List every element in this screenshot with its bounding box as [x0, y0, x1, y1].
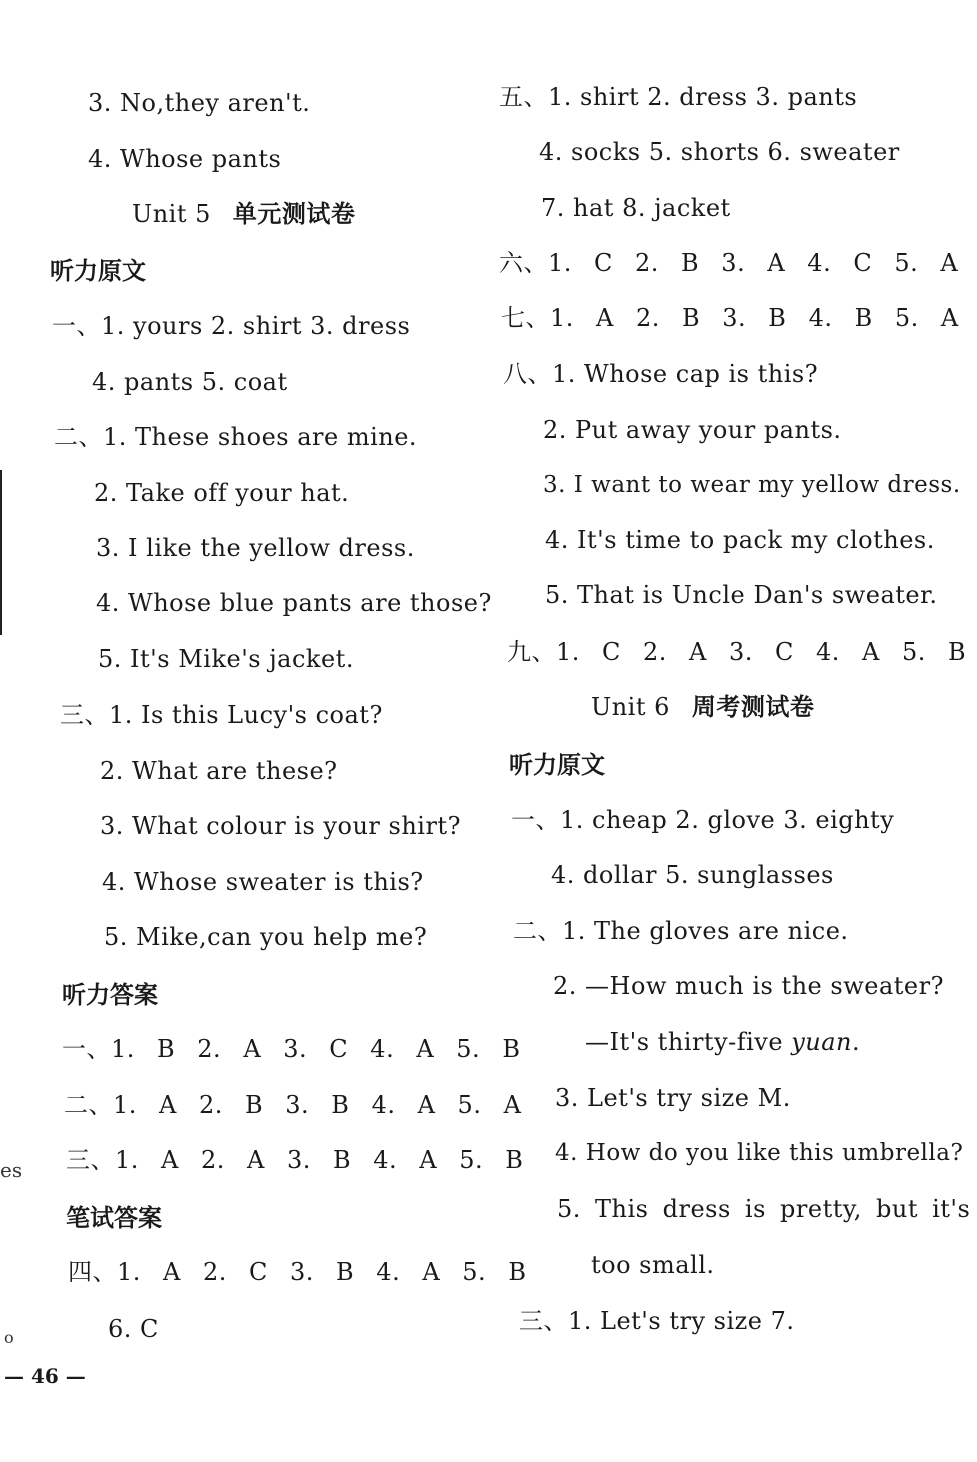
answer-line: 5. It's Mike's jacket. [98, 645, 354, 673]
answer-line: 5. This dress is pretty, but it's [557, 1195, 971, 1223]
answer-line: 4. dollar 5. sunglasses [551, 861, 834, 889]
answer-line: 3. No,they aren't. [88, 89, 311, 117]
answer-line: 5. That is Uncle Dan's sweater. [545, 581, 938, 609]
unit-6-test-label: 周考测试卷 [691, 693, 815, 721]
answer-line: 五、1. shirt 2. dress 3. pants [499, 83, 858, 111]
answer-line: too small. [591, 1251, 715, 1279]
edge-fragment-text: es [0, 1158, 23, 1182]
answer-line: 4. Whose blue pants are those? [96, 589, 492, 617]
answer-line: 3. I like the yellow dress. [96, 534, 415, 562]
page-number: — 46 — [4, 1364, 86, 1388]
answer-line: 4. Whose pants [88, 145, 282, 173]
answer-line: 二、1. A 2. B 3. B 4. A 5. A [64, 1091, 522, 1119]
unit-5-title [132, 199, 355, 229]
answer-line [585, 1027, 860, 1057]
answer-italic-word: yuan [791, 1028, 852, 1056]
section-heading-listening-text: 听力原文 [509, 751, 605, 779]
section-heading-written-answers: 笔试答案 [66, 1204, 162, 1232]
answer-line: 一、1. B 2. A 3. C 4. A 5. B [62, 1035, 521, 1063]
answer-line: 六、1. C 2. B 3. A 4. C 5. A [499, 249, 959, 277]
answer-line: 三、1. Let's try size 7. [519, 1307, 795, 1335]
answer-text: —It's thirty-five [585, 1028, 792, 1056]
answer-line: 7. hat 8. jacket [541, 194, 731, 222]
answer-line: 2. Put away your pants. [543, 416, 842, 444]
answer-line: 四、1. A 2. C 3. B 4. A 5. B [68, 1258, 527, 1286]
binding-edge-line [0, 470, 2, 635]
unit-5-test-label: 单元测试卷 [232, 200, 356, 228]
answer-line: 2. —How much is the sweater? [553, 972, 944, 1000]
answer-line: 三、1. Is this Lucy's coat? [60, 701, 383, 729]
answer-line: 3. I want to wear my yellow dress. [543, 472, 961, 498]
edge-fragment-circle: o [4, 1328, 14, 1347]
answer-line: 4. Whose sweater is this? [102, 868, 424, 896]
section-heading-listening-answers: 听力答案 [62, 981, 158, 1009]
answer-line: 3. What colour is your shirt? [100, 812, 461, 840]
answer-line: 2. What are these? [100, 757, 338, 785]
answer-line: 二、1. These shoes are mine. [54, 423, 418, 451]
unit-6-label: Unit 6 [591, 693, 670, 721]
answer-line: 一、1. cheap 2. glove 3. eighty [511, 806, 895, 834]
answer-line: 一、1. yours 2. shirt 3. dress [52, 312, 411, 340]
section-heading-listening-text: 听力原文 [50, 257, 146, 285]
answer-line: 七、1. A 2. B 3. B 4. B 5. A [501, 304, 959, 332]
answer-line: 5. Mike,can you help me? [104, 923, 428, 951]
unit-5-label: Unit 5 [132, 200, 211, 228]
unit-6-title [591, 692, 814, 722]
answer-line: 3. Let's try size M. [555, 1084, 791, 1112]
answer-line: 九、1. C 2. A 3. C 4. A 5. B [507, 638, 967, 666]
answer-line: 4. pants 5. coat [92, 368, 288, 396]
answer-line: 4. socks 5. shorts 6. sweater [539, 138, 900, 166]
answer-line: 三、1. A 2. A 3. B 4. A 5. B [66, 1146, 524, 1174]
answer-line: 6. C [108, 1315, 159, 1343]
answer-line: 八、1. Whose cap is this? [503, 360, 819, 388]
answer-line: 2. Take off your hat. [94, 479, 350, 507]
answer-line: 4. It's time to pack my clothes. [545, 526, 935, 554]
answer-line: 二、1. The gloves are nice. [513, 917, 849, 945]
answer-punctuation: . [851, 1028, 861, 1056]
answer-line: 4. How do you like this umbrella? [555, 1140, 964, 1166]
